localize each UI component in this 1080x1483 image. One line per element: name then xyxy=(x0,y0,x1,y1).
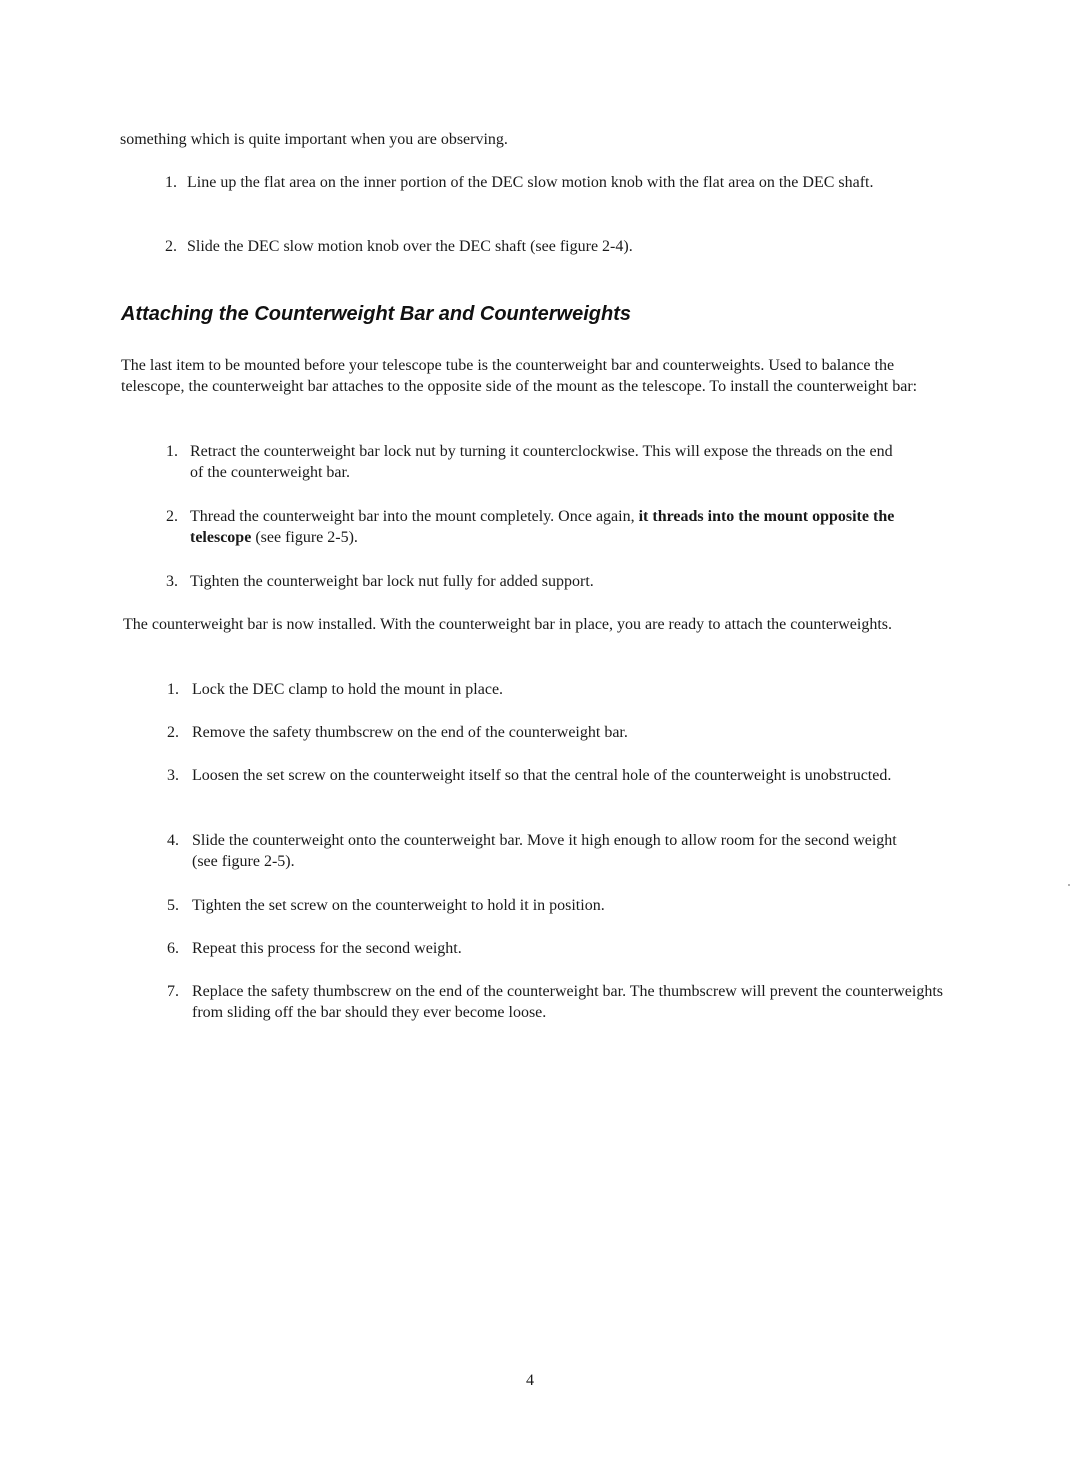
weight-step-3 xyxy=(167,765,917,786)
list-number: 7. xyxy=(167,983,179,1000)
page-number: 4 xyxy=(526,1372,534,1389)
list-text: Tighten the set screw on the counterweight to hold it in position. xyxy=(192,897,605,914)
dec-step-2 xyxy=(165,236,947,257)
installed-paragraph: The counterweight bar is now installed. With the counterweight bar in place, you are ready to attach the counterweights. xyxy=(123,616,893,633)
weight-step-5 xyxy=(167,895,942,916)
section-intro: The last item to be mounted before your telescope tube is the counterweight bar and counterweights. Used to balance the telescope, the counterweight bar attaches to the opposite side of the mount as the telescope. To install the counterweight bar: xyxy=(121,357,918,395)
list-number: 5. xyxy=(167,897,179,914)
intro-line: something which is quite important when you are observing. xyxy=(120,131,508,148)
list-text-bold: it threads into the mount opposite the telescope xyxy=(190,508,895,546)
weight-step-6 xyxy=(167,938,942,959)
list-text-start: Thread the counterweight bar into the mount completely. Once again, xyxy=(190,508,639,525)
bar-step-2 xyxy=(166,506,940,548)
bar-step-3 xyxy=(166,571,940,592)
weight-step-1 xyxy=(167,679,942,700)
scan-speck xyxy=(1068,884,1070,886)
list-text xyxy=(190,506,940,548)
list-text: Remove the safety thumbscrew on the end of the counterweight bar. xyxy=(192,724,628,741)
list-number: 2. xyxy=(166,508,178,525)
dec-step-1 xyxy=(165,172,947,193)
list-text: Line up the flat area on the inner portion of the DEC slow motion knob with the flat area on the DEC shaft. xyxy=(187,174,874,191)
list-text: Loosen the set screw on the counterweight itself so that the central hole of the counterweight is unobstructed. xyxy=(192,767,892,784)
list-number: 2. xyxy=(165,238,177,255)
weight-step-4 xyxy=(167,830,917,872)
list-text: Lock the DEC clamp to hold the mount in place. xyxy=(192,681,504,698)
list-text: Tighten the counterweight bar lock nut fully for added support. xyxy=(190,573,594,590)
list-text: Replace the safety thumbscrew on the end of the counterweight bar. The thumbscrew will prevent the counterweights from sliding off the bar should they ever become loose. xyxy=(192,983,944,1021)
weight-step-7 xyxy=(167,981,960,1023)
list-number: 1. xyxy=(166,443,178,460)
section-heading: Attaching the Counterweight Bar and Counterweights xyxy=(121,303,632,325)
list-number: 4. xyxy=(167,832,179,849)
list-text-end: (see figure 2-5). xyxy=(251,529,358,546)
list-number: 1. xyxy=(165,174,177,191)
bar-step-1 xyxy=(166,441,900,483)
list-number: 6. xyxy=(167,940,179,957)
weight-step-2 xyxy=(167,722,942,743)
list-text: Slide the DEC slow motion knob over the DEC shaft (see figure 2-4). xyxy=(187,238,633,255)
list-text: Slide the counterweight onto the counterweight bar. Move it high enough to allow room for the second weight (see figure 2-5). xyxy=(192,832,897,870)
list-number: 3. xyxy=(166,573,178,590)
list-number: 2. xyxy=(167,724,179,741)
list-text: Retract the counterweight bar lock nut by turning it counterclockwise. This will expose the threads on the end of the counterweight bar. xyxy=(190,443,893,481)
list-number: 1. xyxy=(167,681,179,698)
list-text: Repeat this process for the second weight. xyxy=(192,940,462,957)
list-number: 3. xyxy=(167,767,179,784)
